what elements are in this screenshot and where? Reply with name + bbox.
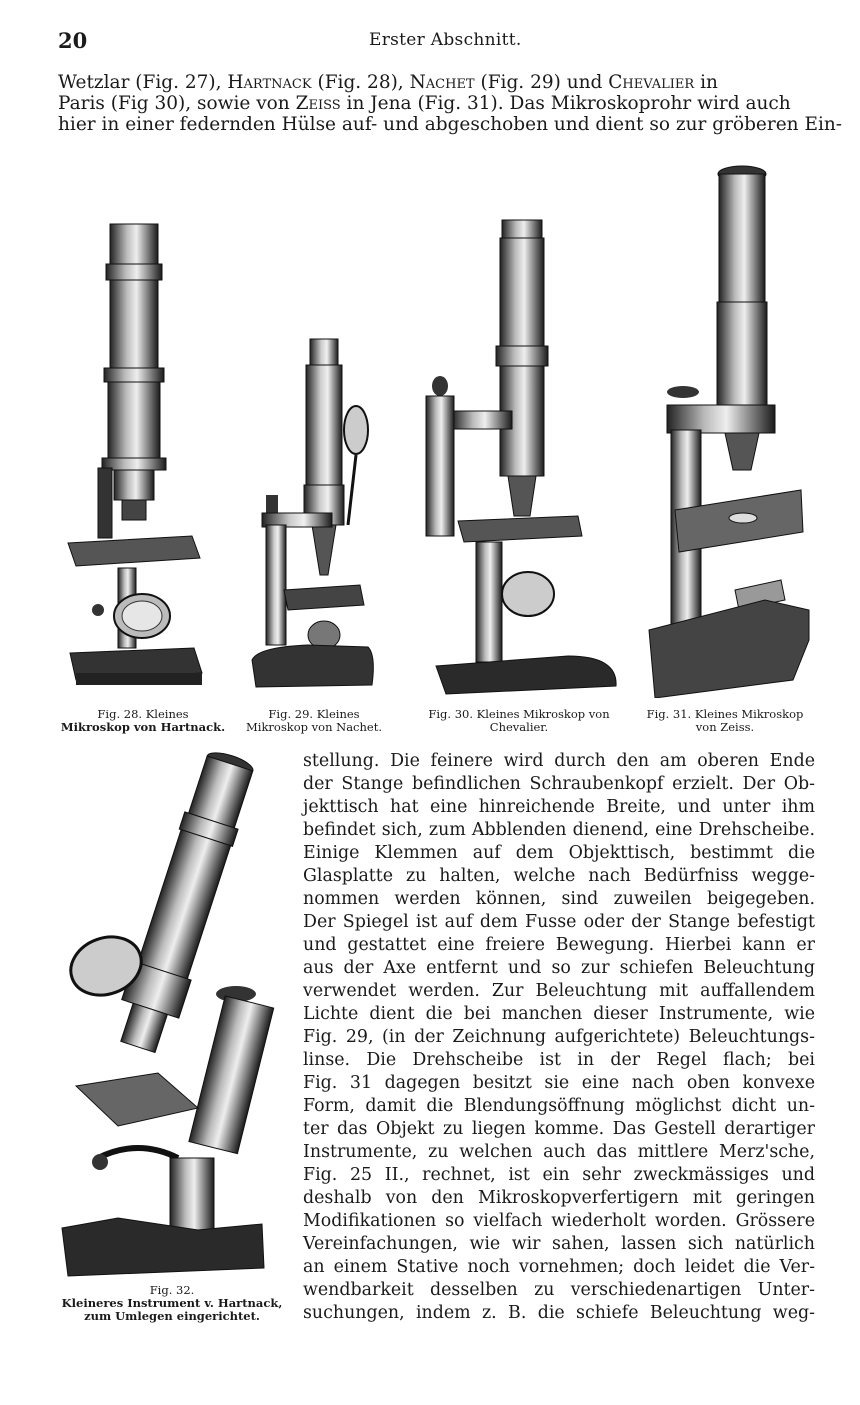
body-line: Modifikationen so vielfach wiederholt worden. Grössere — [303, 1211, 815, 1231]
body-line: ter das Objekt zu liegen komme. Das Gestell derartiger — [303, 1119, 815, 1139]
text-span: (Fig. 28), — [311, 72, 410, 93]
body-line: Vereinfachungen, wie wir sahen, lassen sich natürlich — [303, 1234, 815, 1254]
body-text-column — [303, 750, 815, 1325]
body-line: und gestattet eine freiere Bewegung. Hierbei kann er — [303, 935, 815, 955]
text-span: Wetzlar (Fig. 27), — [58, 72, 228, 93]
caption-fig29 — [234, 708, 394, 734]
body-line: Lichte dient die bei manchen dieser Instrumente, wie — [303, 1004, 815, 1024]
caption-line: Kleineres Instrument v. Hartnack, — [61, 1296, 283, 1310]
caption-fig32 — [52, 1284, 292, 1323]
caption-line: Mikroskop von Hartnack. — [60, 720, 226, 734]
body-line: Form, damit die Blendungsöffnung möglichst dicht un- — [303, 1096, 815, 1116]
body-line: Einige Klemmen auf dem Objekttisch, bestimmt die — [303, 843, 815, 863]
microscope-fig28-illustration — [62, 218, 222, 693]
name-nachet: Nachet — [409, 72, 475, 93]
text-span: Paris (Fig 30), sowie von — [58, 93, 296, 114]
caption-line: Fig. 28. Kleines — [97, 707, 189, 721]
caption-line: zum Umlegen eingerichtet. — [84, 1309, 260, 1323]
caption-line: Fig. 29. Kleines — [268, 707, 360, 721]
caption-fig31 — [634, 708, 816, 734]
intro-line-3: hier in einer federnden Hülse auf- und abgeschoben und dient so zur gröberen Ein- — [58, 114, 843, 135]
caption-fig30 — [408, 708, 630, 734]
body-line: Instrumente, zu welchen auch das mittlere Merz'sche, — [303, 1142, 815, 1162]
name-chevalier: Chevalier — [608, 72, 695, 93]
body-line: an einem Stative noch vornehmen; doch leidet die Ver- — [303, 1257, 815, 1277]
body-line: der Stange befindlichen Schraubenkopf erzielt. Der Ob- — [303, 774, 815, 794]
intro-paragraph — [58, 72, 843, 135]
page-number: 20 — [58, 28, 88, 53]
body-line: linse. Die Drehscheibe ist in der Regel flach; bei — [303, 1050, 815, 1070]
body-line: befindet sich, zum Abblenden dienend, eine Drehscheibe. — [303, 820, 815, 840]
body-line: nommen werden können, sind zuweilen beigegeben. — [303, 889, 815, 909]
body-line: verwendet werden. Zur Beleuchtung mit auffallendem — [303, 981, 815, 1001]
name-hartnack: Hartnack — [227, 72, 312, 93]
text-span: (Fig. 29) und — [474, 72, 609, 93]
caption-line: Fig. 30. Kleines Mikroskop von — [428, 707, 610, 721]
body-line: Fig. 29, (in der Zeichnung aufgerichtete) Beleuchtungs- — [303, 1027, 815, 1047]
body-line: Glasplatte zu halten, welche nach Bedürfniss wegge- — [303, 866, 815, 886]
name-zeiss: Zeiss — [295, 93, 341, 114]
text-span: in Jena (Fig. 31). Das Mikroskoprohr wird auch — [340, 93, 791, 114]
caption-line: von Zeiss. — [695, 720, 755, 734]
caption-line: Fig. 31. Kleines Mikroskop — [646, 707, 804, 721]
caption-line: Mikroskop von Nachet. — [246, 720, 382, 734]
microscope-fig29-illustration — [248, 335, 378, 693]
caption-line: Chevalier. — [489, 720, 549, 734]
microscope-fig31-illustration — [645, 160, 815, 698]
text-span: in — [694, 72, 718, 93]
body-line: aus der Axe entfernt und so zur schiefen Beleuchtung — [303, 958, 815, 978]
microscope-fig30-illustration — [418, 216, 623, 696]
caption-line: Fig. 32. — [149, 1283, 195, 1297]
caption-fig28 — [56, 708, 230, 734]
body-line: Der Spiegel ist auf dem Fusse oder der Stange befestigt — [303, 912, 815, 932]
microscope-fig32-illustration — [58, 748, 290, 1280]
body-line: Fig. 31 dagegen besitzt sie eine nach oben konvexe — [303, 1073, 815, 1093]
running-title: Erster Abschnitt. — [369, 30, 522, 50]
body-line: wendbarkeit desselben zu verschiedenartigen Unter- — [303, 1280, 815, 1300]
intro-line-2 — [58, 93, 818, 114]
body-line: jekttisch hat eine hinreichende Breite, und unter ihm — [303, 797, 815, 817]
body-line: stellung. Die feinere wird durch den am oberen Ende — [303, 751, 815, 771]
body-line: Fig. 25 II., rechnet, ist ein sehr zweckmässiges und — [303, 1165, 815, 1185]
body-line: suchungen, indem z. B. die schiefe Beleuchtung weg- — [303, 1303, 815, 1323]
intro-line-1 — [58, 72, 818, 93]
body-line: deshalb von den Mikroskopverfertigern mit geringen — [303, 1188, 815, 1208]
